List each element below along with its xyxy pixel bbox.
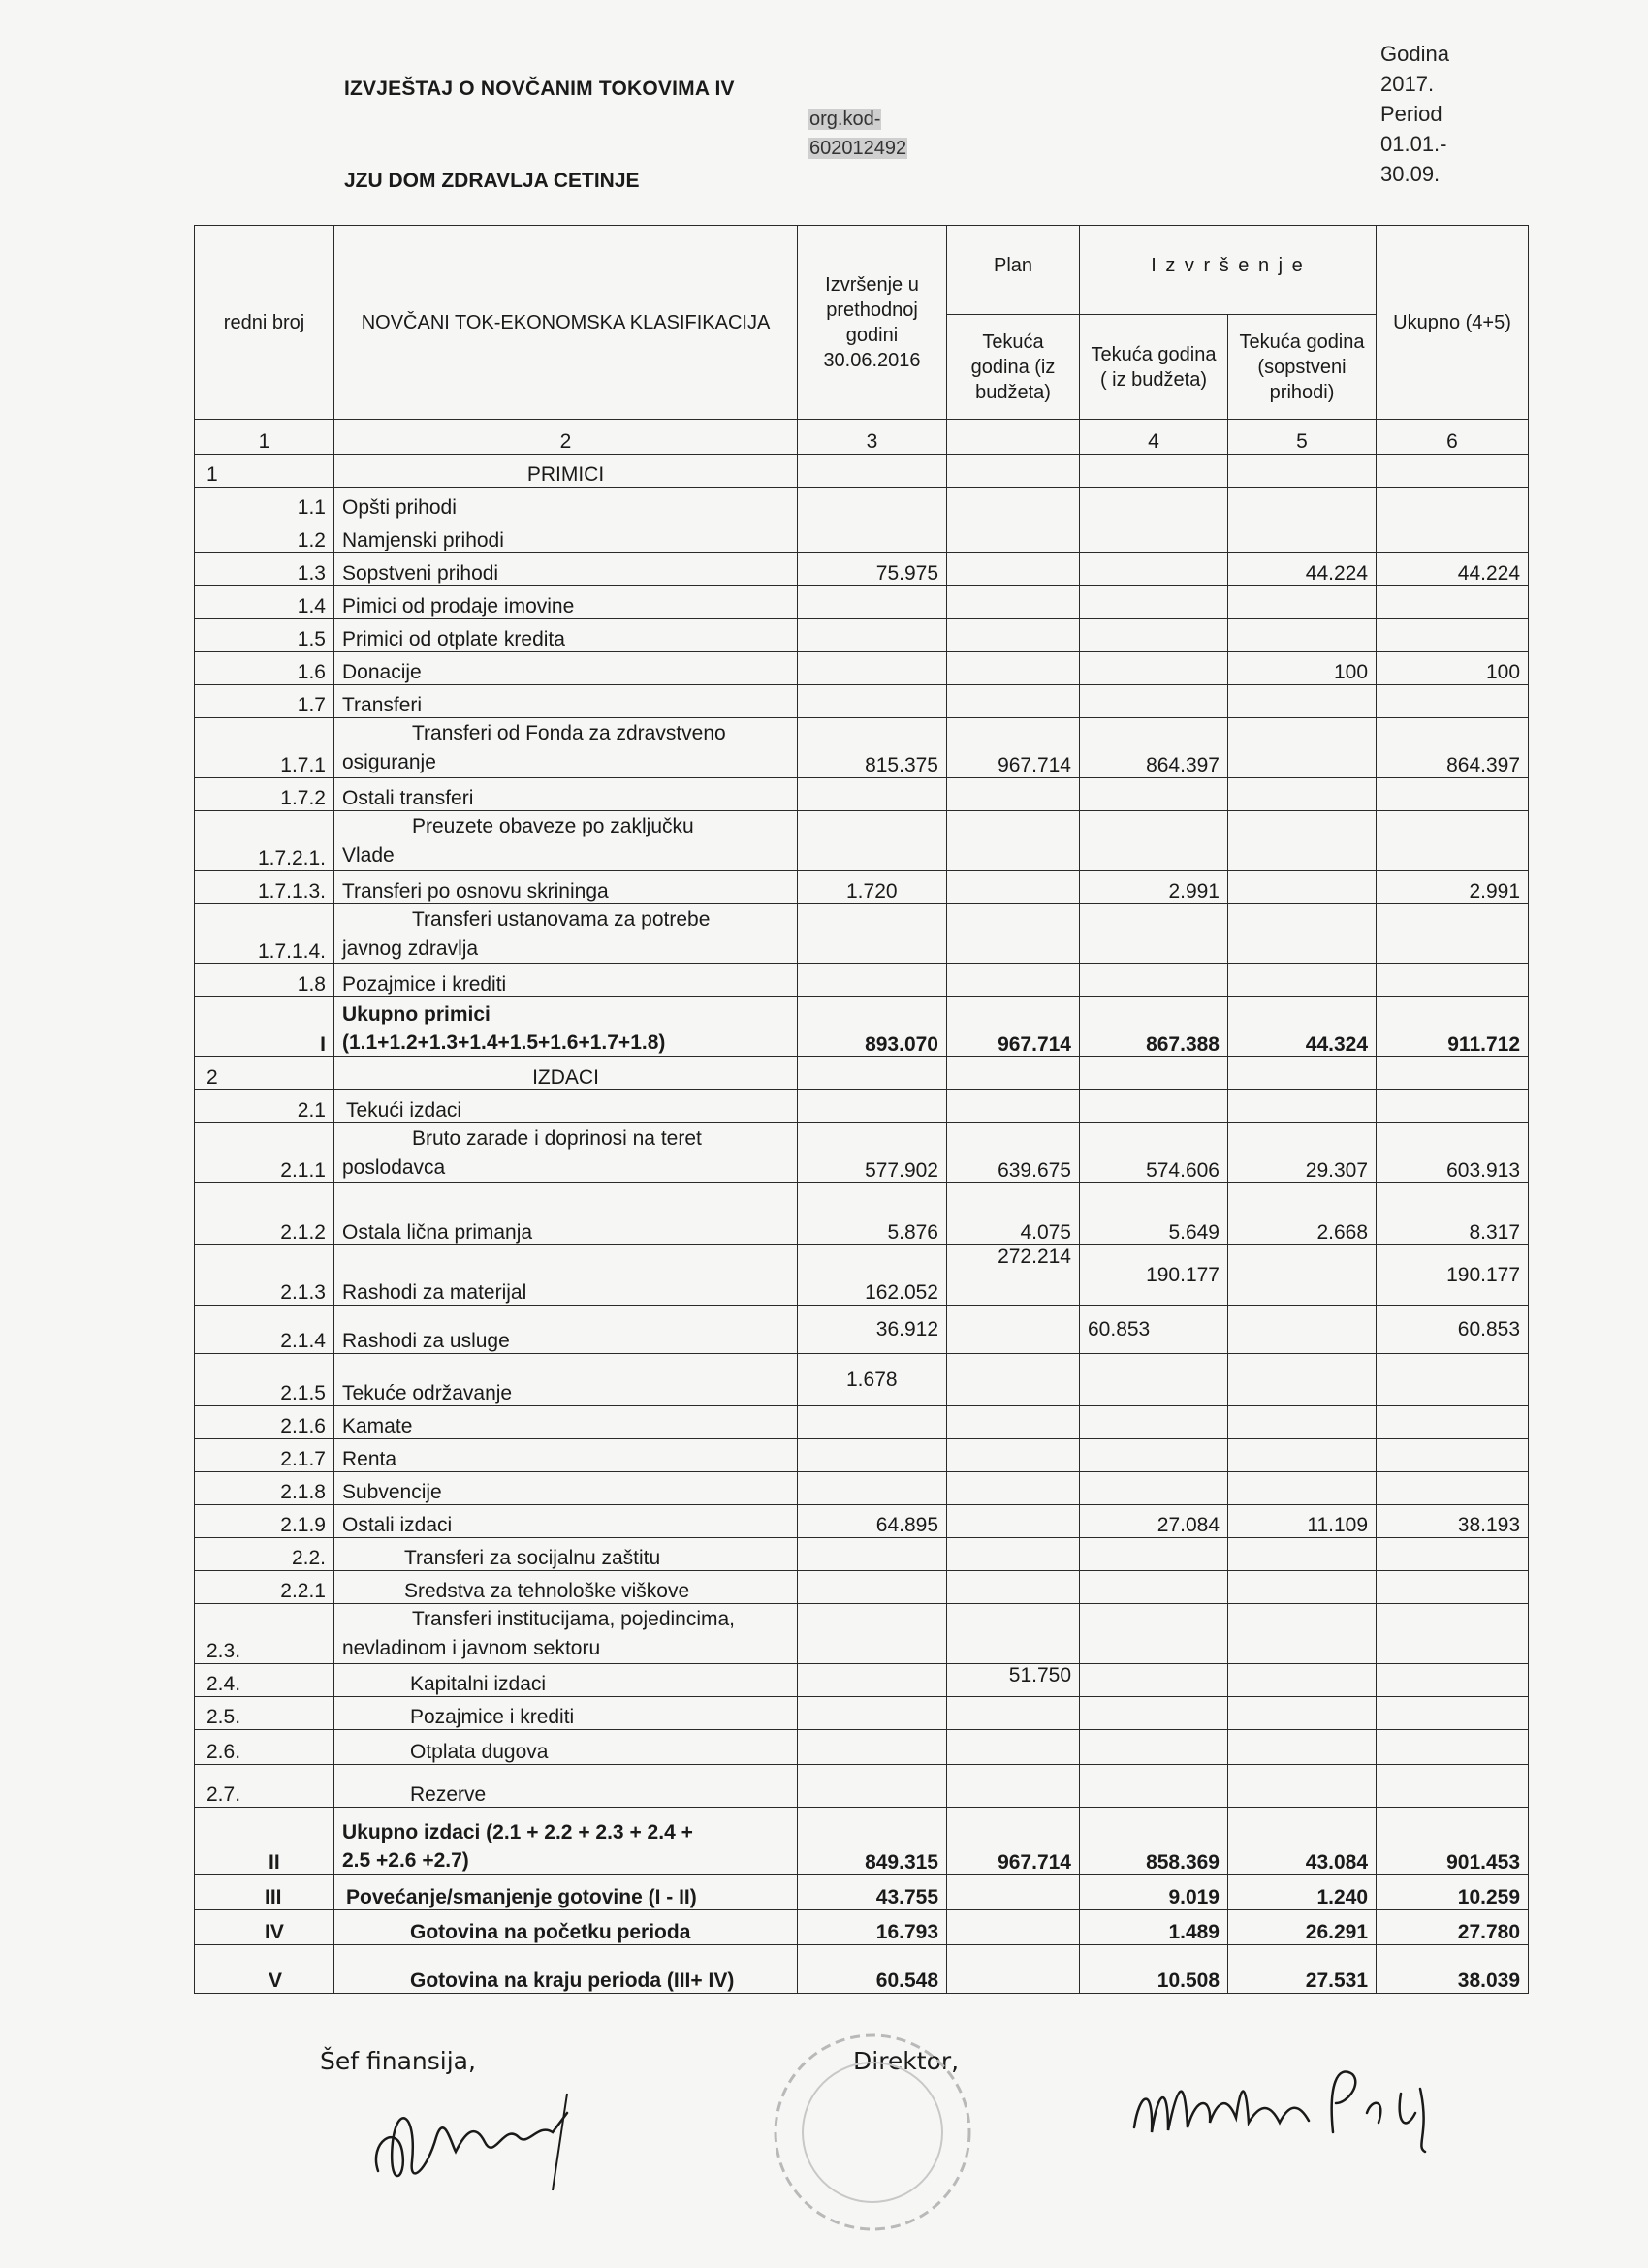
table-row bbox=[195, 811, 1529, 871]
cell-sopstveni: 2.668 bbox=[1228, 1183, 1377, 1245]
cell-budzet: 9.019 bbox=[1080, 1875, 1228, 1910]
organization-name: JZU DOM ZDRAVLJA CETINJE bbox=[344, 170, 640, 192]
row-number: 2.5. bbox=[195, 1697, 334, 1730]
table-row bbox=[195, 1245, 1529, 1306]
row-number: 2.1 bbox=[195, 1090, 334, 1123]
row-number: 1.7.2.1. bbox=[195, 811, 334, 871]
cell-plan: 967.714 bbox=[947, 997, 1080, 1057]
meta-line: Period bbox=[1380, 102, 1442, 126]
row-label bbox=[334, 904, 798, 964]
cell-prev: 5.876 bbox=[798, 1183, 947, 1245]
table-row bbox=[195, 871, 1529, 904]
cell-prev: 1.720 bbox=[798, 871, 947, 904]
table-row bbox=[195, 778, 1529, 811]
row-label bbox=[334, 718, 798, 778]
cell-prev: 43.755 bbox=[798, 1875, 947, 1910]
col-number: 1 bbox=[195, 420, 334, 455]
cell-sopstveni: 27.531 bbox=[1228, 1945, 1377, 1994]
table-row bbox=[195, 1472, 1529, 1505]
row-label-line1: Transferi ustanovama za potrebe bbox=[412, 908, 711, 930]
cell-budzet: 858.369 bbox=[1080, 1808, 1228, 1875]
meta-line: 01.01.- bbox=[1380, 132, 1447, 156]
row-number: 2.1.4 bbox=[195, 1306, 334, 1354]
cell-total: 44.224 bbox=[1377, 553, 1529, 586]
row-label-line2: javnog zdravlja bbox=[342, 937, 479, 960]
row-label: Transferi za socijalnu zaštitu bbox=[334, 1538, 798, 1571]
row-label: Gotovina na početku perioda bbox=[334, 1910, 798, 1945]
row-number: 1 bbox=[195, 455, 334, 488]
cell-prev: 849.315 bbox=[798, 1808, 947, 1875]
org-code-value: 602012492 bbox=[809, 138, 907, 159]
row-number: 1.7.1 bbox=[195, 718, 334, 778]
total-row-primici bbox=[195, 997, 1529, 1057]
meta-line: 2017. bbox=[1380, 72, 1435, 96]
meta-line: Godina bbox=[1380, 42, 1449, 66]
row-number: 2.1.7 bbox=[195, 1439, 334, 1472]
cash-flow-table bbox=[194, 225, 1529, 1994]
cell-prev: 36.912 bbox=[798, 1306, 947, 1354]
cell-prev: 893.070 bbox=[798, 997, 947, 1057]
row-number: 1.8 bbox=[195, 964, 334, 997]
cell-budzet: 864.397 bbox=[1080, 718, 1228, 778]
section-title: PRIMICI bbox=[334, 455, 798, 488]
row-label-line2: (1.1+1.2+1.3+1.4+1.5+1.6+1.7+1.8) bbox=[342, 1031, 666, 1054]
row-label: Kamate bbox=[334, 1406, 798, 1439]
row-number: 2.1.5 bbox=[195, 1354, 334, 1406]
row-number: 2 bbox=[195, 1057, 334, 1090]
org-code-label: org.kod- bbox=[809, 109, 881, 130]
row-label-line1: Transferi od Fonda za zdravstveno bbox=[412, 722, 726, 744]
row-number: 1.4 bbox=[195, 586, 334, 619]
sef-finansija-label: Šef finansija, bbox=[320, 2047, 476, 2075]
row-label-line1: Ukupno primici bbox=[342, 1003, 491, 1025]
row-label-line2: nevladinom i javnom sektoru bbox=[342, 1637, 601, 1659]
row-label: Namjenski prihodi bbox=[334, 520, 798, 553]
table-row bbox=[195, 1306, 1529, 1354]
row-label-line1: Ukupno izdaci (2.1 + 2.2 + 2.3 + 2.4 + bbox=[342, 1821, 693, 1843]
cell-prev: 162.052 bbox=[798, 1245, 947, 1306]
cell-sopstveni: 43.084 bbox=[1228, 1808, 1377, 1875]
row-label: Ostali transferi bbox=[334, 778, 798, 811]
org-code bbox=[808, 105, 907, 163]
col-number: 5 bbox=[1228, 420, 1377, 455]
row-label: Primici od otplate kredita bbox=[334, 619, 798, 652]
row-label bbox=[334, 811, 798, 871]
row-number: 2.4. bbox=[195, 1664, 334, 1697]
table-row bbox=[195, 1697, 1529, 1730]
row-label: Gotovina na kraju perioda (III+ IV) bbox=[334, 1945, 798, 1994]
row-label: Transferi po osnovu skrininga bbox=[334, 871, 798, 904]
cell-prev: 815.375 bbox=[798, 718, 947, 778]
row-number: 2.1.6 bbox=[195, 1406, 334, 1439]
table-row bbox=[195, 1439, 1529, 1472]
row-label: Transferi bbox=[334, 685, 798, 718]
cell-prev: 16.793 bbox=[798, 1910, 947, 1945]
row-label: Pozajmice i krediti bbox=[334, 1697, 798, 1730]
table-row bbox=[195, 1730, 1529, 1765]
signature-direktor bbox=[1125, 2055, 1454, 2161]
cell-budzet: 1.489 bbox=[1080, 1910, 1228, 1945]
cell-total: 864.397 bbox=[1377, 718, 1529, 778]
table-row bbox=[195, 1354, 1529, 1406]
col-number: 3 bbox=[798, 420, 947, 455]
row-number: 2.2. bbox=[195, 1538, 334, 1571]
cell-plan: 639.675 bbox=[947, 1123, 1080, 1183]
row-number: 2.1.2 bbox=[195, 1183, 334, 1245]
cell-budzet: 867.388 bbox=[1080, 997, 1228, 1057]
row-number: 1.6 bbox=[195, 652, 334, 685]
col-number: 2 bbox=[334, 420, 798, 455]
col-header-klasifikacija: NOVČANI TOK-EKONOMSKA KLASIFIKACIJA bbox=[334, 226, 798, 420]
row-label: Pozajmice i krediti bbox=[334, 964, 798, 997]
row-label-line2: Vlade bbox=[342, 844, 395, 866]
row-label: Tekuće održavanje bbox=[334, 1354, 798, 1406]
row-label: Opšti prihodi bbox=[334, 488, 798, 520]
row-number: 2.2.1 bbox=[195, 1571, 334, 1604]
col-header-izv-budzet: Tekuća godina ( iz budžeta) bbox=[1080, 315, 1228, 420]
table-row bbox=[195, 1090, 1529, 1123]
section-title: IZDACI bbox=[334, 1057, 798, 1090]
row-label: Tekući izdaci bbox=[334, 1090, 798, 1123]
col-number bbox=[947, 420, 1080, 455]
table-row bbox=[195, 1664, 1529, 1697]
row-label: Rashodi za usluge bbox=[334, 1306, 798, 1354]
cell-prev: 64.895 bbox=[798, 1505, 947, 1538]
row-number: I bbox=[195, 997, 334, 1057]
row-label-line2: 2.5 +2.6 +2.7) bbox=[342, 1849, 469, 1872]
cell-total: 2.991 bbox=[1377, 871, 1529, 904]
row-label-line2: osiguranje bbox=[342, 751, 436, 773]
cell-plan: 51.750 bbox=[947, 1664, 1080, 1697]
cell-budzet: 5.649 bbox=[1080, 1183, 1228, 1245]
cell-total: 100 bbox=[1377, 652, 1529, 685]
table-row bbox=[195, 1123, 1529, 1183]
row-number: 1.7.1.4. bbox=[195, 904, 334, 964]
cell-plan: 4.075 bbox=[947, 1183, 1080, 1245]
cell-plan: 967.714 bbox=[947, 1808, 1080, 1875]
row-label-line1: Preuzete obaveze po zaključku bbox=[412, 815, 694, 837]
row-label: Povećanje/smanjenje gotovine (I - II) bbox=[334, 1875, 798, 1910]
row-number: 1.5 bbox=[195, 619, 334, 652]
table-row bbox=[195, 718, 1529, 778]
section-row-primici bbox=[195, 455, 1529, 488]
cell-plan: 272.214 bbox=[947, 1245, 1080, 1306]
cell-total: 60.853 bbox=[1377, 1306, 1529, 1354]
cell-total: 10.259 bbox=[1377, 1875, 1529, 1910]
cell-sopstveni: 29.307 bbox=[1228, 1123, 1377, 1183]
table-row bbox=[195, 520, 1529, 553]
table-row bbox=[195, 586, 1529, 619]
row-label: Rezerve bbox=[334, 1765, 798, 1808]
table-row bbox=[195, 652, 1529, 685]
cell-budzet: 574.606 bbox=[1080, 1123, 1228, 1183]
cell-prev: 75.975 bbox=[798, 553, 947, 586]
table-row bbox=[195, 904, 1529, 964]
cell-budzet: 27.084 bbox=[1080, 1505, 1228, 1538]
row-label: Ostali izdaci bbox=[334, 1505, 798, 1538]
summary-row bbox=[195, 1945, 1529, 1994]
row-label: Otplata dugova bbox=[334, 1730, 798, 1765]
table-row bbox=[195, 1183, 1529, 1245]
row-number: 2.7. bbox=[195, 1765, 334, 1808]
col-header-izvrsenje: I z v r š e n j e bbox=[1080, 226, 1377, 315]
row-label: Kapitalni izdaci bbox=[334, 1664, 798, 1697]
section-row-izdaci bbox=[195, 1057, 1529, 1090]
row-label bbox=[334, 1123, 798, 1183]
cell-prev: 577.902 bbox=[798, 1123, 947, 1183]
row-number: 2.6. bbox=[195, 1730, 334, 1765]
table-row bbox=[195, 1765, 1529, 1808]
table-row bbox=[195, 488, 1529, 520]
row-label: Sopstveni prihodi bbox=[334, 553, 798, 586]
cell-sopstveni: 100 bbox=[1228, 652, 1377, 685]
row-number: 2.1.8 bbox=[195, 1472, 334, 1505]
row-label: Subvencije bbox=[334, 1472, 798, 1505]
table-row bbox=[195, 1406, 1529, 1439]
direktor-label: Direktor, bbox=[853, 2047, 960, 2075]
row-label: Renta bbox=[334, 1439, 798, 1472]
row-number: 1.7.2 bbox=[195, 778, 334, 811]
row-label-line1: Bruto zarade i doprinosi na teret bbox=[412, 1127, 702, 1150]
col-number: 6 bbox=[1377, 420, 1529, 455]
row-label bbox=[334, 997, 798, 1057]
row-number: 1.2 bbox=[195, 520, 334, 553]
row-number: II bbox=[195, 1808, 334, 1875]
row-number: 1.7.1.3. bbox=[195, 871, 334, 904]
cell-budzet: 10.508 bbox=[1080, 1945, 1228, 1994]
row-number: 2.1.3 bbox=[195, 1245, 334, 1306]
row-label bbox=[334, 1604, 798, 1664]
row-number: 1.7 bbox=[195, 685, 334, 718]
total-row-izdaci bbox=[195, 1808, 1529, 1875]
row-number: 2.3. bbox=[195, 1604, 334, 1664]
row-number: III bbox=[195, 1875, 334, 1910]
row-number: IV bbox=[195, 1910, 334, 1945]
signature-sef-finansija bbox=[359, 2084, 591, 2200]
summary-row bbox=[195, 1910, 1529, 1945]
row-number: 1.3 bbox=[195, 553, 334, 586]
cell-total: 8.317 bbox=[1377, 1183, 1529, 1245]
row-label bbox=[334, 1808, 798, 1875]
table-row bbox=[195, 1505, 1529, 1538]
row-label: Pimici od prodaje imovine bbox=[334, 586, 798, 619]
cell-total: 38.193 bbox=[1377, 1505, 1529, 1538]
table-row bbox=[195, 685, 1529, 718]
meta-line: 30.09. bbox=[1380, 162, 1441, 186]
col-number: 4 bbox=[1080, 420, 1228, 455]
stamp-seal bbox=[746, 2016, 998, 2239]
row-label-line1: Transferi institucijama, pojedincima, bbox=[412, 1608, 736, 1630]
report-title: IZVJEŠTAJ O NOVČANIM TOKOVIMA IV bbox=[344, 78, 735, 100]
row-label: Donacije bbox=[334, 652, 798, 685]
col-header-redni-broj: redni broj bbox=[195, 226, 334, 420]
summary-row bbox=[195, 1875, 1529, 1910]
cell-total: 190.177 bbox=[1377, 1245, 1529, 1306]
cell-total: 911.712 bbox=[1377, 997, 1529, 1057]
row-label: Rashodi za materijal bbox=[334, 1245, 798, 1306]
table-row bbox=[195, 1571, 1529, 1604]
row-number: 1.1 bbox=[195, 488, 334, 520]
cell-plan: 967.714 bbox=[947, 718, 1080, 778]
cell-sopstveni: 44.224 bbox=[1228, 553, 1377, 586]
table-row bbox=[195, 1538, 1529, 1571]
cell-budzet: 2.991 bbox=[1080, 871, 1228, 904]
row-number: 2.1.9 bbox=[195, 1505, 334, 1538]
table-row bbox=[195, 1604, 1529, 1664]
cell-budzet: 60.853 bbox=[1080, 1306, 1228, 1354]
period-info bbox=[1380, 39, 1449, 189]
col-header-izv-sopstveni: Tekuća godina (sopstveni prihodi) bbox=[1228, 315, 1377, 420]
cell-prev: 60.548 bbox=[798, 1945, 947, 1994]
cell-total: 603.913 bbox=[1377, 1123, 1529, 1183]
col-header-plan-budzet: Tekuća godina (iz budžeta) bbox=[947, 315, 1080, 420]
table-row bbox=[195, 964, 1529, 997]
col-header-prethodna: Izvršenje u prethodnoj godini 30.06.2016 bbox=[798, 226, 947, 420]
cell-sopstveni: 26.291 bbox=[1228, 1910, 1377, 1945]
row-label: Ostala lična primanja bbox=[334, 1183, 798, 1245]
cell-sopstveni: 1.240 bbox=[1228, 1875, 1377, 1910]
cell-sopstveni: 44.324 bbox=[1228, 997, 1377, 1057]
table-row bbox=[195, 553, 1529, 586]
table-row bbox=[195, 619, 1529, 652]
col-header-plan: Plan bbox=[947, 226, 1080, 315]
row-number: V bbox=[195, 1945, 334, 1994]
row-number: 2.1.1 bbox=[195, 1123, 334, 1183]
cell-sopstveni: 11.109 bbox=[1228, 1505, 1377, 1538]
cell-total: 27.780 bbox=[1377, 1910, 1529, 1945]
row-label-line2: poslodavca bbox=[342, 1156, 446, 1179]
cell-total: 901.453 bbox=[1377, 1808, 1529, 1875]
cell-budzet: 190.177 bbox=[1080, 1245, 1228, 1306]
col-header-ukupno: Ukupno (4+5) bbox=[1377, 226, 1529, 420]
cell-prev: 1.678 bbox=[798, 1354, 947, 1406]
row-label: Sredstva za tehnološke viškove bbox=[334, 1571, 798, 1604]
cell-total: 38.039 bbox=[1377, 1945, 1529, 1994]
